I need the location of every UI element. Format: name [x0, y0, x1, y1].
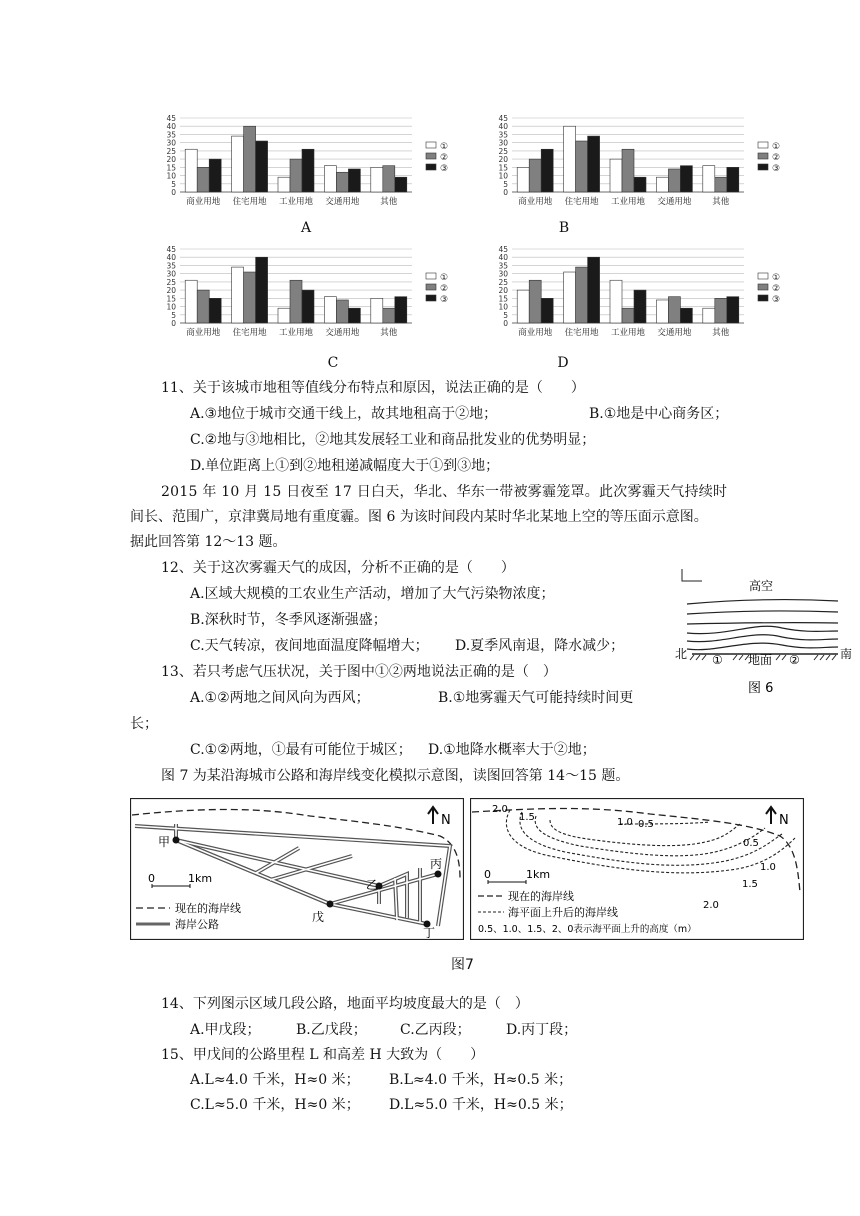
legend-swatch-3 [426, 295, 436, 301]
y-tick-label: 0 [503, 188, 508, 197]
point-bing [435, 871, 442, 878]
q14-option-a: A.甲戊段； [190, 1022, 261, 1038]
bar-series-3 [634, 290, 646, 323]
legend-label-3: ③ [772, 164, 781, 174]
y-tick-label: 40 [166, 253, 176, 263]
x-tick-label: 住宅用地 [232, 328, 267, 338]
y-tick-label: 0 [503, 319, 508, 328]
q13-option-c: C.①②两地，①最有可能位于城区； [190, 742, 412, 758]
q15-option-b: B.L≈4.0 千米，H≈0.5 米； [389, 1072, 573, 1088]
q13-option-b-cont: 长； [130, 716, 158, 732]
bar-series-3 [680, 308, 692, 323]
y-tick-label: 5 [503, 179, 508, 189]
bar-series-1 [371, 167, 383, 192]
q12-stem: 12、关于这次雾霾天气的成因，分析不正确的是（ ） [161, 560, 515, 576]
x-tick-label: 商业用地 [518, 197, 553, 207]
legend-note: 0.5、1.0、1.5、2、0表示海平面上升的高度（m） [478, 924, 697, 935]
bar-chart-d [482, 243, 822, 343]
bar-series-3 [302, 290, 314, 323]
bar-series-1 [185, 280, 197, 323]
passage-line-3: 据此回答第 12～13 题。 [130, 534, 287, 550]
passage-line-2: 间长、范围广，京津冀局地有重度霾。图 6 为该时间段内某时华北某地上空的等压面示意图。 [130, 509, 708, 525]
legend-label-3: ③ [440, 295, 449, 305]
y-tick-label: 10 [498, 171, 508, 181]
contour-label-2-0-top: 2.0 [492, 804, 508, 815]
bar-series-1 [232, 267, 244, 323]
chart-label-c: C [327, 355, 339, 371]
bar-series-2 [244, 126, 256, 192]
bar-chart-a [150, 112, 480, 212]
q12-option-c: C.天气转凉，夜间地面温度降幅增大； [190, 638, 429, 654]
scale-1km-right: 1km [526, 868, 551, 881]
x-tick-label: 商业用地 [186, 197, 221, 207]
y-tick-label: 40 [166, 122, 176, 132]
y-tick-label: 10 [166, 171, 176, 181]
x-tick-label: 其他 [380, 328, 398, 338]
bar-series-2 [622, 308, 634, 323]
contour-label-2-0-right: 2.0 [703, 900, 719, 911]
fig7-left-north-label: N [441, 813, 451, 828]
legend-swatch-2 [758, 284, 768, 290]
q15-option-a: A.L≈4.0 千米，H≈0 米； [190, 1072, 360, 1088]
bar-series-2 [622, 149, 634, 192]
q14-option-d: D.丙丁段； [506, 1022, 578, 1038]
y-tick-label: 15 [498, 294, 508, 304]
legend-current-coastline: 现在的海岸线 [508, 890, 574, 903]
x-tick-label: 住宅用地 [232, 197, 267, 207]
bar-series-2 [529, 280, 541, 323]
bar-series-2 [336, 300, 348, 323]
contour-label-0-5-top: 0.5 [638, 819, 654, 830]
bar-series-3 [209, 298, 221, 323]
y-tick-label: 30 [166, 269, 176, 279]
bar-series-2 [383, 308, 395, 323]
y-tick-label: 40 [498, 122, 508, 132]
legend-swatch-1 [758, 273, 768, 279]
bar-series-1 [564, 272, 576, 323]
bar-series-1 [517, 290, 529, 323]
q13-option-d: D.①地降水概率大于②地； [428, 742, 596, 758]
bar-series-3 [588, 257, 600, 323]
y-tick-label: 20 [166, 286, 176, 296]
bar-series-3 [541, 149, 553, 192]
bar-series-2 [197, 167, 209, 192]
legend-swatch-3 [758, 164, 768, 170]
q11-option-b: B.①地是中心商务区； [589, 406, 729, 422]
fig6-label-ground: 地面 [748, 653, 773, 667]
legend-label-1: ① [440, 142, 449, 152]
legend-swatch-2 [758, 153, 768, 159]
figure-6-isobar-diagram [672, 565, 860, 700]
bar-series-3 [256, 257, 268, 323]
bar-series-1 [324, 297, 336, 323]
q13-stem: 13、若只考虑气压状况，关于图中①②两地说法正确的是（ ） [161, 664, 557, 680]
x-tick-label: 交通用地 [325, 328, 360, 338]
y-tick-label: 10 [166, 302, 176, 312]
contour-label-0-5-right: 0.5 [743, 838, 759, 849]
y-tick-label: 30 [498, 269, 508, 279]
bar-series-3 [209, 159, 221, 192]
y-tick-label: 25 [166, 146, 176, 156]
fig7-right-north-label: N [779, 813, 789, 828]
y-tick-label: 35 [166, 261, 176, 271]
y-tick-label: 35 [498, 130, 508, 140]
label-bing: 丙 [430, 857, 443, 871]
bar-series-1 [656, 300, 668, 323]
x-tick-label: 交通用地 [325, 197, 360, 207]
bar-series-1 [656, 177, 668, 192]
y-tick-label: 20 [166, 155, 176, 165]
x-tick-label: 其他 [712, 197, 730, 207]
bar-series-1 [371, 298, 383, 323]
bar-series-1 [564, 126, 576, 192]
bar-series-1 [610, 159, 622, 192]
fig6-label-point-1: ① [712, 653, 723, 667]
contour-label-1-0-top: 1.0 [617, 817, 633, 828]
point-jia [173, 837, 180, 844]
bar-series-2 [529, 159, 541, 192]
bar-series-2 [576, 267, 588, 323]
passage-line-1: 2015 年 10 月 15 日夜至 17 日白天，华北、华东一带被雾霾笼罩。此次雾霾天气持续时 [161, 484, 728, 500]
fig7-intro: 图 7 为某沿海城市公路和海岸线变化模拟示意图，读图回答第 14～15 题。 [161, 768, 630, 784]
bar-series-3 [256, 141, 268, 192]
bar-series-2 [244, 272, 256, 323]
bar-chart-c [150, 243, 480, 343]
bar-series-3 [727, 297, 739, 323]
y-tick-label: 20 [498, 155, 508, 165]
bar-series-2 [715, 298, 727, 323]
bar-series-3 [634, 177, 646, 192]
bar-series-3 [727, 167, 739, 192]
point-wu [327, 901, 334, 908]
fig6-label-south: 南 [840, 647, 853, 661]
label-yi: 乙 [366, 878, 379, 892]
bar-series-2 [290, 280, 302, 323]
chart-label-d: D [557, 355, 569, 371]
legend-label-1: ① [440, 273, 449, 283]
legend-label-2: ② [440, 284, 449, 294]
bar-series-1 [278, 308, 290, 323]
q11-option-d: D.单位距离上①到②地租递减幅度大于①到③地； [190, 458, 500, 474]
q12-option-b: B.深秋时节，冬季风逐渐强盛； [190, 612, 387, 628]
legend-coastline: 现在的海岸线 [175, 902, 241, 915]
q14-option-c: C.乙丙段； [400, 1022, 471, 1038]
q11-option-a: A.③地位于城市交通干线上，故其地租高于②地； [190, 406, 498, 422]
y-tick-label: 45 [166, 114, 176, 123]
y-tick-label: 35 [166, 130, 176, 140]
bar-series-1 [278, 177, 290, 192]
bar-series-1 [610, 280, 622, 323]
y-tick-label: 25 [498, 146, 508, 156]
y-tick-label: 40 [498, 253, 508, 263]
q12-option-d: D.夏季风南退，降水减少； [455, 638, 625, 654]
y-tick-label: 45 [166, 245, 176, 254]
y-tick-label: 0 [171, 319, 176, 328]
bar-series-1 [232, 136, 244, 192]
q15-option-d: D.L≈5.0 千米，H≈0.5 米； [389, 1097, 573, 1113]
legend-coastal-road: 海岸公路 [175, 918, 219, 931]
fig7-caption: 图7 [451, 957, 474, 973]
bar-series-1 [703, 308, 715, 323]
label-jia: 甲 [158, 835, 171, 849]
bar-series-1 [703, 166, 715, 192]
bar-series-2 [715, 177, 727, 192]
fig6-caption: 图 6 [748, 681, 774, 696]
y-tick-label: 15 [166, 163, 176, 173]
legend-swatch-2 [426, 284, 436, 290]
bar-series-1 [185, 149, 197, 192]
y-tick-label: 35 [498, 261, 508, 271]
bar-series-2 [668, 297, 680, 323]
legend-swatch-3 [758, 295, 768, 301]
bar-series-3 [680, 166, 692, 192]
q13-option-b: B.①地雾霾天气可能持续时间更 [438, 690, 634, 706]
legend-swatch-3 [426, 164, 436, 170]
contour-label-1-5-right: 1.5 [742, 879, 758, 890]
q12-option-a: A.区域大规模的工农业生产活动，增加了大气污染物浓度； [190, 586, 555, 602]
bar-series-2 [668, 169, 680, 192]
x-tick-label: 交通用地 [657, 328, 692, 338]
y-tick-label: 45 [498, 245, 508, 254]
legend-label-2: ② [440, 153, 449, 163]
legend-label-2: ② [772, 284, 781, 294]
q14-option-b: B.乙戊段； [296, 1022, 367, 1038]
contour-label-1-0-right: 1.0 [760, 862, 776, 873]
legend-label-1: ① [772, 142, 781, 152]
q14-stem: 14、下列图示区域几段公路，地面平均坡度最大的是（ ） [161, 996, 529, 1012]
x-tick-label: 工业用地 [610, 328, 646, 338]
x-tick-label: 工业用地 [278, 197, 314, 207]
x-tick-label: 交通用地 [657, 197, 692, 207]
legend-label-3: ③ [440, 164, 449, 174]
legend-swatch-1 [426, 273, 436, 279]
fig6-label-north: 北 [675, 647, 688, 661]
scale-zero-right: 0 [484, 868, 491, 881]
x-tick-label: 其他 [712, 328, 730, 338]
bar-series-3 [588, 136, 600, 192]
x-tick-label: 工业用地 [610, 197, 646, 207]
legend-swatch-1 [758, 142, 768, 148]
y-tick-label: 10 [498, 302, 508, 312]
fig6-label-top: 高空 [749, 579, 774, 593]
y-tick-label: 0 [171, 188, 176, 197]
x-tick-label: 住宅用地 [564, 328, 599, 338]
x-tick-label: 工业用地 [278, 328, 314, 338]
bar-series-3 [395, 177, 407, 192]
contour-label-1-5-top: 1.5 [519, 812, 535, 823]
q11-option-c: C.②地与③地相比，②地其发展轻工业和商品批发业的优势明显； [190, 432, 596, 448]
y-tick-label: 30 [166, 138, 176, 148]
y-tick-label: 25 [166, 277, 176, 287]
legend-future-coastline: 海平面上升后的海岸线 [508, 906, 618, 919]
bar-series-2 [197, 290, 209, 323]
figure-7-coastline-change [470, 798, 804, 940]
bar-series-1 [517, 167, 529, 192]
label-wu: 戊 [312, 910, 325, 924]
y-tick-label: 5 [171, 179, 176, 189]
bar-series-2 [383, 166, 395, 192]
legend-label-1: ① [772, 273, 781, 283]
y-tick-label: 5 [503, 310, 508, 320]
figure-7-road-map [130, 798, 464, 940]
chart-label-b: B [558, 220, 570, 236]
q13-option-a: A.①②两地之间风向为西风； [190, 690, 370, 706]
bar-series-1 [324, 166, 336, 192]
bar-chart-b [482, 112, 822, 212]
y-tick-label: 25 [498, 277, 508, 287]
x-tick-label: 其他 [380, 197, 398, 207]
legend-label-2: ② [772, 153, 781, 163]
y-tick-label: 15 [498, 163, 508, 173]
bar-series-3 [348, 308, 360, 323]
y-tick-label: 15 [166, 294, 176, 304]
q15-stem: 15、甲戊间的公路里程 L 和高差 H 大致为（ ） [161, 1047, 485, 1063]
legend-label-3: ③ [772, 295, 781, 305]
bar-series-3 [541, 298, 553, 323]
bar-series-3 [302, 149, 314, 192]
y-tick-label: 30 [498, 138, 508, 148]
bar-series-2 [336, 172, 348, 192]
bar-series-2 [290, 159, 302, 192]
x-tick-label: 商业用地 [186, 328, 221, 338]
x-tick-label: 商业用地 [518, 328, 553, 338]
bar-series-3 [348, 169, 360, 192]
scale-1km: 1km [188, 872, 213, 885]
y-tick-label: 45 [498, 114, 508, 123]
bar-series-2 [576, 141, 588, 192]
label-ding: 丁 [423, 926, 436, 940]
y-tick-label: 5 [171, 310, 176, 320]
scale-zero: 0 [148, 872, 155, 885]
x-tick-label: 住宅用地 [564, 197, 599, 207]
bar-series-3 [395, 297, 407, 323]
chart-label-a: A [300, 220, 312, 236]
legend-swatch-2 [426, 153, 436, 159]
q15-option-c: C.L≈5.0 千米，H≈0 米； [190, 1097, 360, 1113]
fig6-label-point-2: ② [789, 653, 800, 667]
q11-stem: 11、关于该城市地租等值线分布特点和原因，说法正确的是（ ） [161, 380, 585, 396]
y-tick-label: 20 [498, 286, 508, 296]
legend-swatch-1 [426, 142, 436, 148]
